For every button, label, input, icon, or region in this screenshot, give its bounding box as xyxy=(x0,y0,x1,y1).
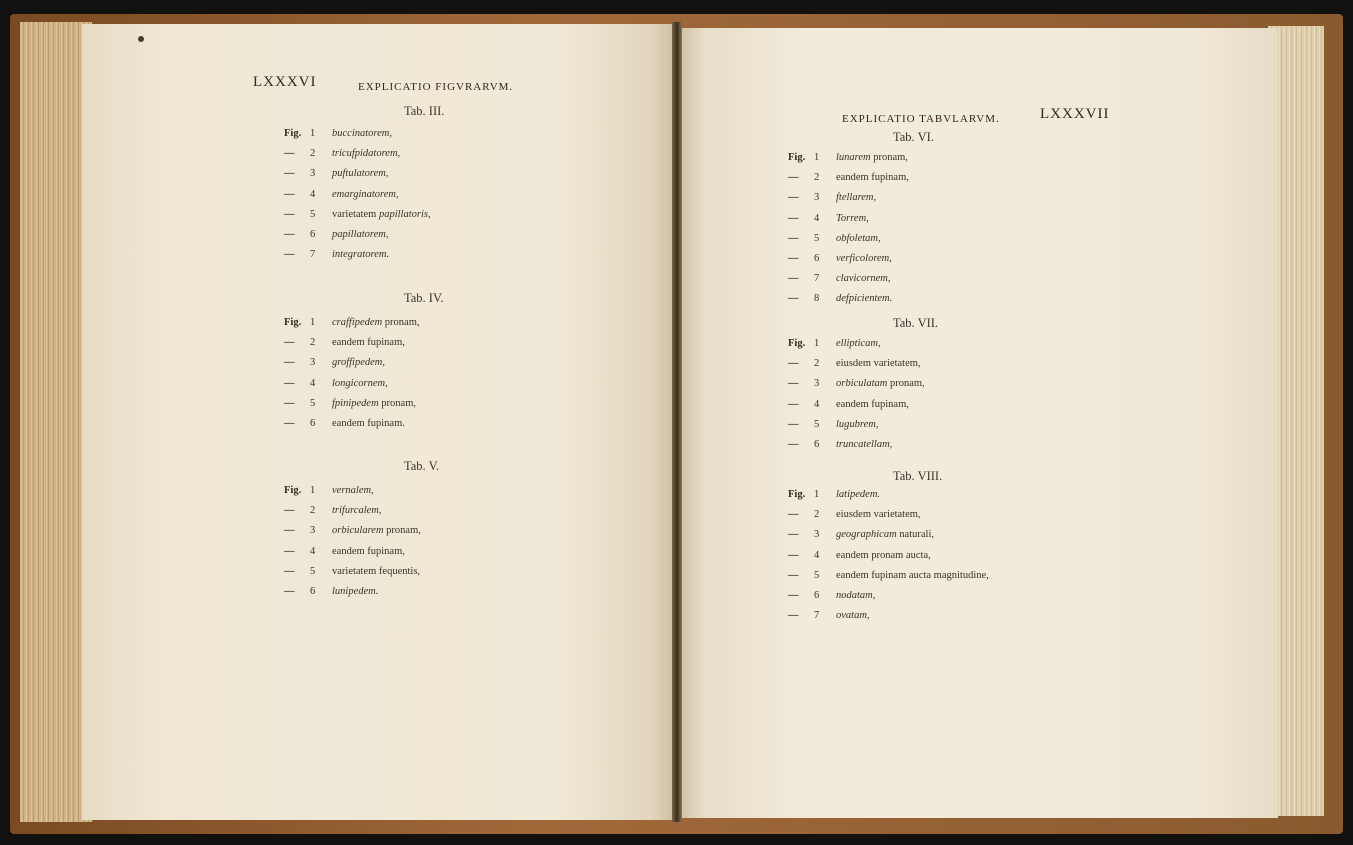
figure-number: 1 xyxy=(814,338,820,349)
entry-prefix: — xyxy=(284,525,295,537)
entry-italic-text: papillatorem, xyxy=(332,229,389,240)
figure-entry xyxy=(284,378,388,389)
entry-prefix: Fig. xyxy=(788,152,806,163)
figure-entry xyxy=(284,249,389,260)
entry-italic-text: verficolorem, xyxy=(836,253,892,264)
entry-prefix: — xyxy=(788,358,799,370)
figure-number: 2 xyxy=(310,505,316,517)
right-running-header: EXPLICATIO TABVLARVM. xyxy=(842,113,1000,125)
figure-entry xyxy=(788,489,880,500)
figure-number: 6 xyxy=(814,253,820,264)
figure-number: 4 xyxy=(310,545,316,557)
figure-entry xyxy=(284,189,399,200)
figure-number: 3 xyxy=(814,529,820,541)
entry-roman-text: eandem fupinam, xyxy=(836,398,909,410)
entry-italic-text: vernalem, xyxy=(332,485,374,496)
table-title: Tab. IV. xyxy=(404,291,444,305)
figure-entry xyxy=(284,525,421,536)
entry-prefix: — xyxy=(788,273,799,285)
entry-italic-text: latipedem. xyxy=(836,489,881,500)
figure-entry xyxy=(788,399,909,410)
right-folio: LXXXVII xyxy=(1040,106,1110,122)
entry-prefix: — xyxy=(284,337,295,349)
entry-prefix: — xyxy=(788,439,799,450)
figure-entry xyxy=(284,317,419,328)
entry-roman-text: pronam, xyxy=(386,525,421,537)
table-title: Tab. VIII. xyxy=(893,469,943,483)
figure-number: 3 xyxy=(814,378,820,390)
figure-number: 4 xyxy=(310,377,316,389)
entry-prefix: — xyxy=(284,249,295,261)
entry-prefix: Fig. xyxy=(788,489,806,500)
entry-roman-text: eandem fupinam. xyxy=(332,418,405,429)
figure-entry xyxy=(284,398,416,409)
entry-prefix: — xyxy=(284,586,295,597)
figure-entry xyxy=(284,209,431,220)
figure-number: 2 xyxy=(310,148,316,160)
figure-entry xyxy=(284,357,385,368)
figure-entry xyxy=(788,152,908,163)
figure-entry xyxy=(788,192,876,203)
entry-prefix: Fig. xyxy=(284,128,302,139)
figure-entry xyxy=(788,590,875,601)
entry-prefix: — xyxy=(788,212,799,224)
entry-italic-text: orbiculatam xyxy=(836,378,888,390)
entry-roman-text: varietatem xyxy=(332,208,377,220)
entry-prefix: — xyxy=(788,378,799,390)
entry-italic-text: fpinipedem xyxy=(332,397,379,409)
figure-number: 6 xyxy=(814,439,820,450)
figure-entry xyxy=(788,610,870,621)
figure-number: 5 xyxy=(310,565,316,577)
entry-prefix: — xyxy=(788,192,799,204)
entry-prefix: — xyxy=(788,398,799,410)
entry-prefix: — xyxy=(788,610,799,622)
entry-italic-text: nodatam, xyxy=(836,590,876,601)
entry-roman-text: pronam, xyxy=(381,397,416,409)
figure-entry xyxy=(284,229,388,240)
figure-number: 3 xyxy=(310,357,316,369)
ink-spot xyxy=(138,36,144,42)
figure-entry xyxy=(284,168,388,179)
entry-roman-text: varietatem fequentis, xyxy=(332,565,421,577)
entry-roman-text: eandem pronam aucta, xyxy=(836,549,931,561)
figure-number: 7 xyxy=(814,273,820,285)
figure-entry xyxy=(788,419,878,430)
entry-prefix: — xyxy=(284,565,295,577)
table-title: Tab. III. xyxy=(404,104,445,118)
entry-prefix: — xyxy=(284,418,295,429)
figure-number: 2 xyxy=(814,172,820,184)
entry-prefix: — xyxy=(284,208,295,220)
figure-number: 5 xyxy=(814,569,820,581)
entry-italic-text: longicornem, xyxy=(332,377,388,389)
entry-italic-text: integratorem. xyxy=(332,249,390,261)
entry-roman-text: eandem fupinam aucta magnitudine, xyxy=(836,569,989,581)
figure-entry xyxy=(284,546,405,557)
right-page xyxy=(680,28,1278,818)
figure-entry xyxy=(284,586,378,597)
entry-prefix: — xyxy=(788,529,799,541)
figure-entry xyxy=(788,273,891,284)
figure-number: 8 xyxy=(814,293,820,305)
entry-italic-text: buccinatorem, xyxy=(332,128,392,139)
figure-number: 6 xyxy=(814,590,820,601)
entry-roman-text: eandem fupinam, xyxy=(332,545,405,557)
figure-number: 4 xyxy=(310,188,316,200)
entry-prefix: Fig. xyxy=(284,317,302,328)
entry-italic-text: geographicam xyxy=(836,529,897,541)
figure-entry xyxy=(284,148,400,159)
entry-roman-text: pronam, xyxy=(889,378,925,390)
entry-italic-text: lunipedem. xyxy=(332,586,379,597)
figure-number: 3 xyxy=(310,168,316,180)
entry-prefix: — xyxy=(284,545,295,557)
entry-prefix: — xyxy=(788,172,799,184)
entry-italic-text: papillatoris, xyxy=(378,208,431,220)
entry-prefix: — xyxy=(788,232,799,244)
figure-number: 4 xyxy=(814,398,820,410)
figure-entry xyxy=(284,337,405,348)
entry-prefix: — xyxy=(284,168,295,180)
figure-number: 1 xyxy=(310,128,316,139)
figure-number: 4 xyxy=(814,549,820,561)
entry-italic-text: clavicornem, xyxy=(836,273,891,285)
figure-number: 2 xyxy=(814,358,820,370)
entry-prefix: — xyxy=(284,188,295,200)
entry-prefix: — xyxy=(788,549,799,561)
figure-number: 6 xyxy=(310,418,316,429)
entry-prefix: — xyxy=(284,377,295,389)
figure-entry xyxy=(284,418,405,429)
figure-number: 7 xyxy=(814,610,820,622)
entry-prefix: — xyxy=(788,509,799,521)
entry-prefix: — xyxy=(284,229,295,240)
figure-number: 3 xyxy=(814,192,820,204)
figure-number: 2 xyxy=(814,509,820,521)
entry-prefix: — xyxy=(284,148,295,160)
figure-number: 6 xyxy=(310,586,316,597)
table-title: Tab. VII. xyxy=(893,316,939,330)
entry-roman-text: eiusdem varietatem, xyxy=(836,358,921,370)
figure-entry xyxy=(788,253,892,264)
entry-italic-text: obfoletam, xyxy=(836,232,881,244)
figure-entry xyxy=(788,529,934,540)
entry-italic-text: ftellarem, xyxy=(836,192,877,204)
entry-italic-text: groffipedem, xyxy=(332,357,385,369)
entry-italic-text: ellipticam, xyxy=(836,338,881,349)
entry-prefix: — xyxy=(284,397,295,409)
figure-number: 7 xyxy=(310,249,316,261)
entry-roman-text: eandem fupinam, xyxy=(332,337,405,349)
table-title: Tab. V. xyxy=(404,459,440,473)
figure-entry xyxy=(788,439,892,450)
entry-roman-text: eandem fupinam, xyxy=(836,172,909,184)
entry-prefix: — xyxy=(788,293,799,305)
figure-entry xyxy=(788,509,921,520)
entry-roman-text: pronam, xyxy=(384,317,420,328)
figure-number: 1 xyxy=(814,152,820,163)
figure-number: 4 xyxy=(814,212,820,224)
figure-entry xyxy=(788,172,909,183)
left-folio: LXXXVI xyxy=(253,74,317,90)
entry-italic-text: ovatam, xyxy=(836,610,870,622)
figure-entry xyxy=(284,505,381,516)
entry-prefix: — xyxy=(284,357,295,369)
entry-prefix: Fig. xyxy=(284,485,302,496)
book-gutter xyxy=(672,22,682,822)
entry-italic-text: orbicularem xyxy=(332,525,384,537)
entry-italic-text: lunarem xyxy=(836,152,871,163)
figure-number: 1 xyxy=(814,489,820,500)
figure-entry xyxy=(788,358,921,369)
table-title: Tab. VI. xyxy=(893,130,934,144)
entry-prefix: — xyxy=(788,590,799,601)
figure-number: 1 xyxy=(310,485,316,496)
entry-italic-text: Torrem, xyxy=(836,212,869,224)
entry-prefix: — xyxy=(788,569,799,581)
figure-number: 6 xyxy=(310,229,316,240)
figure-entry xyxy=(788,550,931,561)
figure-number: 2 xyxy=(310,337,316,349)
figure-number: 5 xyxy=(814,232,820,244)
entry-roman-text: eiusdem varietatem, xyxy=(836,509,921,521)
figure-entry xyxy=(788,293,892,304)
entry-italic-text: lugubrem, xyxy=(836,418,879,430)
entry-italic-text: truncatellam, xyxy=(836,439,893,450)
entry-prefix: — xyxy=(284,505,295,517)
entry-roman-text: naturali, xyxy=(899,529,934,541)
entry-italic-text: puftulatorem, xyxy=(332,168,389,180)
figure-number: 5 xyxy=(310,397,316,409)
entry-italic-text: defpicientem. xyxy=(836,293,893,305)
figure-number: 3 xyxy=(310,525,316,537)
entry-italic-text: trifurcalem, xyxy=(332,505,382,517)
figure-entry xyxy=(284,485,374,496)
figure-entry xyxy=(284,128,392,139)
figure-entry xyxy=(788,570,989,581)
figure-number: 5 xyxy=(310,208,316,220)
figure-entry xyxy=(284,566,420,577)
entry-italic-text: tricufpidatorem, xyxy=(332,148,401,160)
entry-prefix: Fig. xyxy=(788,338,806,349)
figure-entry xyxy=(788,213,869,224)
entry-italic-text: emarginatorem, xyxy=(332,188,399,200)
entry-prefix: — xyxy=(788,418,799,430)
entry-roman-text: pronam, xyxy=(873,152,908,163)
entry-italic-text: craffipedem xyxy=(332,317,383,328)
figure-number: 5 xyxy=(814,418,820,430)
figure-entry xyxy=(788,233,881,244)
figure-entry xyxy=(788,338,881,349)
figure-entry xyxy=(788,378,925,389)
left-running-header: EXPLICATIO FIGVRARVM. xyxy=(358,81,514,93)
figure-number: 1 xyxy=(310,317,316,328)
entry-prefix: — xyxy=(788,253,799,264)
